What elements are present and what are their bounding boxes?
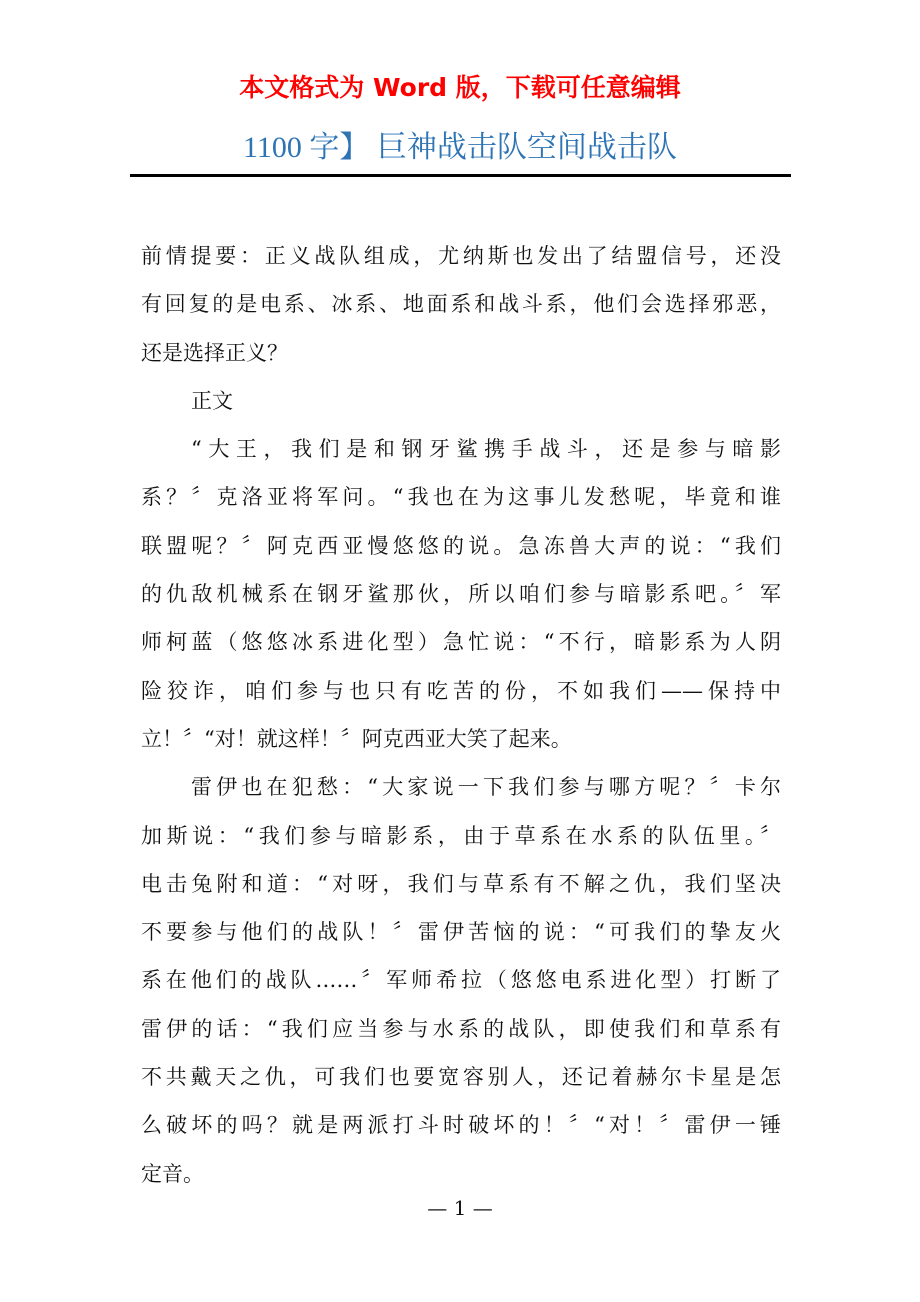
text-line: 系？〞克洛亚将军问。“我也在为这事儿发愁呢，毕竟和谁 xyxy=(141,485,781,510)
paragraph xyxy=(141,377,781,425)
paragraph xyxy=(141,425,781,763)
text-line: 雷伊也在犯愁：“大家说一下我们参与哪方呢？〞卡尔 xyxy=(191,775,781,800)
paragraph xyxy=(141,232,781,377)
text-line: 么破坏的吗？就是两派打斗时破坏的！〞“对！〞雷伊一锤 xyxy=(141,1113,781,1138)
text-line: 险狡诈，咱们参与也只有吃苦的份，不如我们——保持中 xyxy=(141,678,781,703)
editable-notice-banner: 本文格式为 Word 版，下载可任意编辑 xyxy=(239,73,681,102)
document-body xyxy=(141,232,781,1198)
text-line: 定音。 xyxy=(141,1161,204,1186)
text-line: 不共戴天之仇，可我们也要宽容别人，还记着赫尔卡星是怎 xyxy=(141,1065,781,1090)
text-line: 立！〞“对！就这样！〞阿克西亚大笑了起来。 xyxy=(141,726,572,751)
title-divider xyxy=(130,174,791,177)
text-line: 电击兔附和道：“对呀，我们与草系有不解之仇，我们坚决 xyxy=(141,871,781,896)
page-number: — 1 — xyxy=(427,1196,493,1220)
text-line: 有回复的是电系、冰系、地面系和战斗系，他们会选择邪恶， xyxy=(141,292,781,317)
text-line: 还是选择正义？ xyxy=(141,340,288,365)
document-title: 1100 字】 巨神战击队空间战击队 xyxy=(243,131,677,164)
text-line: 系在他们的战队……〞军师希拉（悠悠电系进化型）打断了 xyxy=(141,968,781,993)
text-line: 雷伊的话：“我们应当参与水系的战队，即使我们和草系有 xyxy=(141,1016,781,1041)
text-line: “大王，我们是和钢牙鲨携手战斗，还是参与暗影 xyxy=(191,437,781,462)
text-line: 加斯说：“我们参与暗影系，由于草系在水系的队伍里。〞 xyxy=(141,823,781,848)
text-line: 联盟呢？〞阿克西亚慢悠悠的说。急冻兽大声的说：“我们 xyxy=(141,533,781,558)
text-line: 不要参与他们的战队！〞雷伊苦恼的说：“可我们的挚友火 xyxy=(141,920,781,945)
text-line: 师柯蓝（悠悠冰系进化型）急忙说：“不行，暗影系为人阴 xyxy=(141,630,781,655)
paragraph xyxy=(141,763,781,1198)
text-line: 的仇敌机械系在钢牙鲨那伙，所以咱们参与暗影系吧。〞军 xyxy=(141,582,781,607)
text-line: 正文 xyxy=(191,388,233,413)
text-line: 前情提要：正义战队组成，尤纳斯也发出了结盟信号，还没 xyxy=(141,244,781,268)
